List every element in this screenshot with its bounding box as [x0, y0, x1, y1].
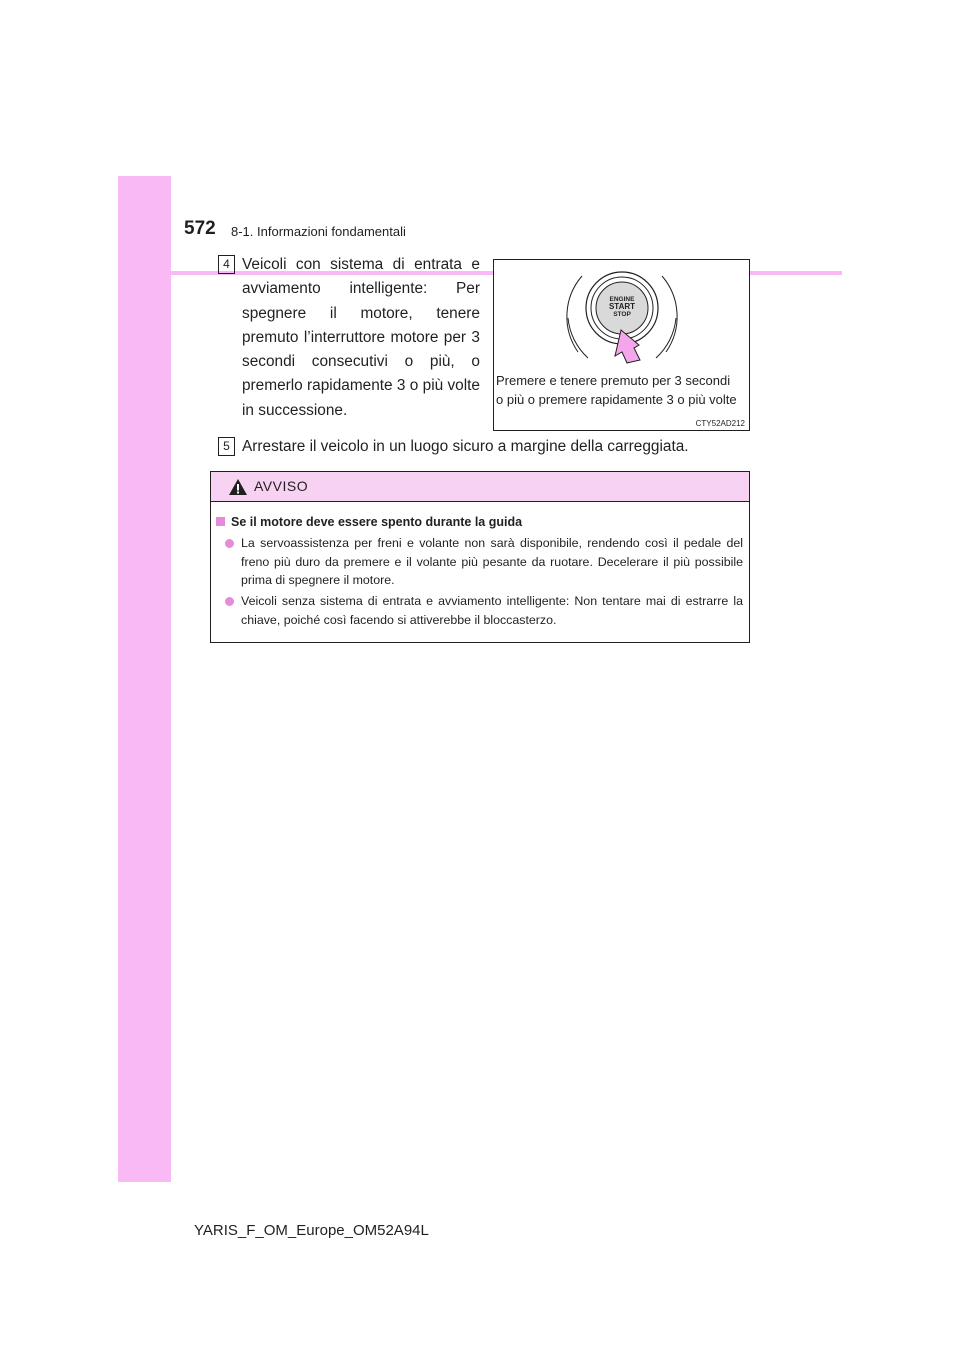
warning-box	[210, 471, 750, 643]
figure-caption: Premere e tenere premuto per 3 secondi o più o premere rapidamente 3 o più volte	[496, 373, 737, 407]
step-4-text: Veicoli con sistema di entrata e avviamento intelligente: Per spegnere il motore, tenere premuto l’interruttore motore per 3 secondi consecutivi o più, o premerlo rapidamente 3 o più volte in successione.	[242, 256, 480, 419]
warning-bullet-text: Veicoli senza sistema di entrata e avviamento intelligente: Non tentare mai di estrarre la chiave, poiché così facendo si attiverebbe il bloccasterzo.	[241, 594, 743, 627]
figure-code: CTY52AD212	[695, 419, 745, 428]
round-bullet-icon	[225, 539, 234, 548]
button-label-engine: ENGINE	[609, 296, 635, 303]
square-bullet-icon	[216, 517, 225, 526]
warning-bullet	[225, 534, 743, 590]
button-label-stop: STOP	[613, 311, 631, 318]
footer-document-code: YARIS_F_OM_Europe_OM52A94L	[194, 1222, 429, 1239]
warning-title: AVVISO	[254, 478, 309, 494]
engine-button-label	[607, 296, 637, 318]
warning-header	[211, 472, 749, 502]
button-label-start: START	[608, 302, 636, 311]
warning-bullet-text: La servoassistenza per freni e volante non sarà disponibile, rendendo così il pedale del freno più duro da premere e il volante più pesante da ruotare. Decelerare il più possibile prima di spegnere il motore.	[241, 536, 743, 587]
warning-heading-text: Se il motore deve essere spento durante la guida	[231, 515, 523, 529]
step-4-badge: 4	[218, 255, 235, 274]
warning-triangle-icon	[228, 478, 248, 496]
warning-bullet	[225, 592, 743, 629]
engine-button-illustration	[493, 259, 750, 431]
side-color-band	[118, 176, 171, 1182]
page-number: 572	[184, 218, 216, 239]
section-title: 8-1. Informazioni fondamentali	[231, 224, 406, 239]
step-5-badge: 5	[218, 437, 235, 456]
warning-heading	[216, 515, 522, 529]
step-5-text: Arrestare il veicolo in un luogo sicuro a margine della carreggiata.	[242, 438, 689, 455]
round-bullet-icon	[225, 597, 234, 606]
